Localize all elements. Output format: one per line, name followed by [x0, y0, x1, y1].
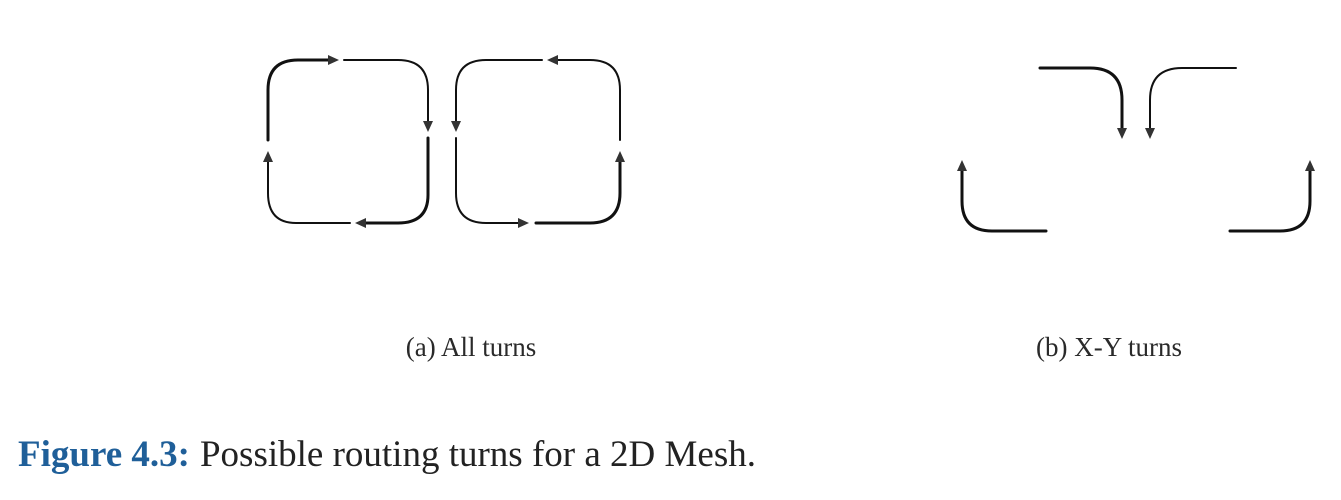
- turn-east-to-south: [344, 60, 428, 127]
- subcaption-b: (b) X-Y turns: [1036, 332, 1182, 362]
- turn-south-to-west: [552, 60, 620, 140]
- turn-east-to-south-ccw: [456, 60, 542, 127]
- xy-turn-west-to-south: [1150, 68, 1236, 134]
- figure-caption-text: Possible routing turns for a 2D Mesh.: [199, 434, 756, 475]
- xy-turn-east-to-south: [1040, 68, 1122, 134]
- figure-caption: [18, 432, 756, 478]
- xy-turn-east-to-north: [1230, 165, 1310, 231]
- turn-south-to-east: [268, 60, 334, 140]
- subcaption-a: (a) All turns: [405, 332, 537, 362]
- panel-a-all-turns: [268, 60, 620, 223]
- turn-west-to-north-ccw: [536, 156, 620, 223]
- panel-b-xy-turns: [962, 68, 1310, 231]
- counterclockwise-cycle: [456, 60, 620, 223]
- xy-turn-west-to-north: [962, 165, 1046, 231]
- turn-west-to-north: [268, 156, 350, 223]
- clockwise-cycle: [268, 60, 428, 223]
- turn-north-to-west: [360, 138, 428, 223]
- figure-label: Figure 4.3:: [18, 434, 190, 475]
- turn-north-to-east: [456, 138, 524, 223]
